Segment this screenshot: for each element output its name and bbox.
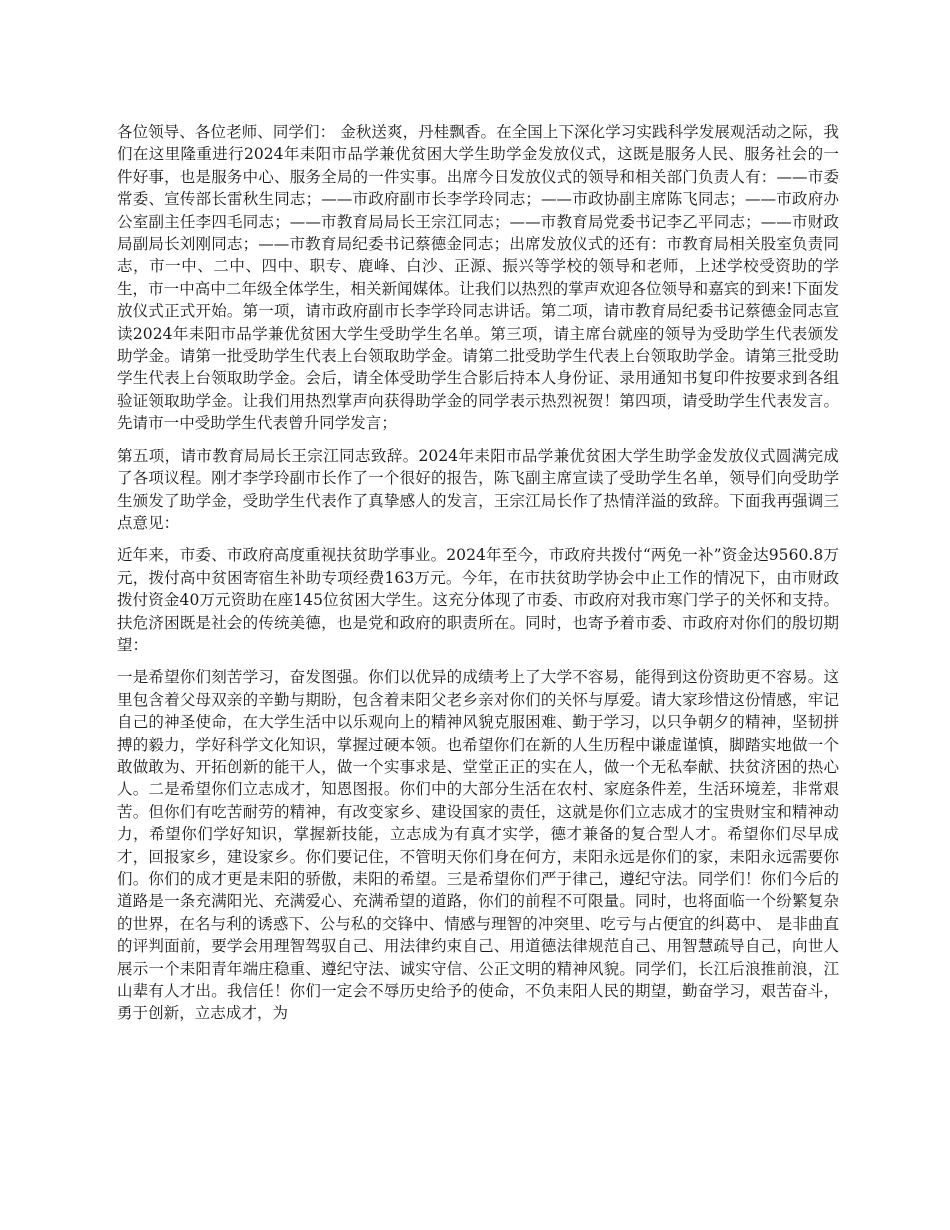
- document-body: [117, 121, 839, 1035]
- paragraph-item-five: 第五项，请市教育局局长王宗江同志致辞。2024年耒阳市品学兼优贫困大学生助学金发放仪式圆满完成了各项议程。刚才李学玲副市长作了一个很好的报告，陈飞副主席宣读了受助学生名单，领导们向受助学生颁发了助学金，受助学生代表作了真挚感人的发言，王宗江局长作了热情洋溢的致辞。下面我再强调三点意见：: [117, 446, 839, 532]
- paragraph-opening: 各位领导、各位老师、同学们： 金秋送爽，丹桂飘香。在全国上下深化学习实践科学发展观活动之际，我们在这里隆重进行2024年耒阳市品学兼优贫困大学生助学金发放仪式，这既是服务人民、服务社会的一件好事，也是服务中心、服务全局的一件实事。出席今日发放仪式的领导和相关部门负责人有：——市委常委、宣传部长雷秋生同志；——市政府副市长李学玲同志；——市政协副主席陈飞同志；——市政府办公室副主任李四毛同志；——市教育局局长王宗江同志；——市教育局党委书记李乙平同志；——市财政局副局长刘刚同志；——市教育局纪委书记蔡德金同志；出席发放仪式的还有：市教育局相关股室负责同志，市一中、二中、四中、职专、鹿峰、白沙、正源、振兴等学校的领导和老师，上述学校受资助的学生，市一中高中二年级全体学生，相关新闻媒体。让我们以热烈的掌声欢迎各位领导和嘉宾的到来!下面发放仪式正式开始。第一项，请市政府副市长李学玲同志讲话。第二项，请市教育局纪委书记蔡德金同志宣读2024年耒阳市品学兼优贫困大学生受助学生名单。第三项，请主席台就座的领导为受助学生代表颁发助学金。请第一批受助学生代表上台领取助学金。请第二批受助学生代表上台领取助学金。请第三批受助学生代表上台领取助学金。会后，请全体受助学生合影后持本人身份证、录用通知书复印件按要求到各组验证领取助学金。让我们用热烈掌声向获得助学金的同学表示热烈祝贺！第四项，请受助学生代表发言。先请市一中受助学生代表曾升同学发言；: [117, 123, 839, 433]
- paragraph-funding: 近年来，市委、市政府高度重视扶贫助学事业。2024年至今，市政府共拨付“两免一补”资金达9560.8万元，拨付高中贫困寄宿生补助专项经费163万元。今年，在市扶贫助学协会中止工作的情况下，由市财政拨付资金40万元资助在座145位贫困大学生。这充分体现了市委、市政府对我市寒门学子的关怀和支持。扶危济困既是社会的传统美德，也是党和政府的职责所在。同时，也寄予着市委、市政府对你们的殷切期望：: [117, 546, 839, 654]
- paragraph-expectations: 一是希望你们刻苦学习，奋发图强。你们以优异的成绩考上了大学不容易，能得到这份资助更不容易。这里包含着父母双亲的辛勤与期盼，包含着耒阳父老乡亲对你们的关怀与厚爱。请大家珍惜这份情感，牢记自己的神圣使命，在大学生活中以乐观向上的精神风貌克服困难、勤于学习，以只争朝夕的精神，坚韧拼搏的毅力，学好科学文化知识，掌握过硬本领。也希望你们在新的人生历程中谦虚谨慎，脚踏实地做一个敢做敢为、开拓创新的能干人，做一个实事求是、堂堂正正的实在人，做一个无私奉献、扶贫济困的热心人。二是希望你们立志成才，知恩图报。你们中的大部分生活在农村、家庭条件差，生活环境差，非常艰苦。但你们有吃苦耐劳的精神，有改变家乡、建设国家的责任，这就是你们立志成才的宝贵财宝和精神动力，希望你们学好知识，掌握新技能，立志成为有真才实学，德才兼备的复合型人才。希望你们尽早成才，回报家乡，建设家乡。你们要记住，不管明天你们身在何方，耒阳永远是你们的家，耒阳永远需要你们。你们的成才更是耒阳的骄傲，耒阳的希望。三是希望你们严于律己，遵纪守法。同学们！你们今后的道路是一条充满阳光、充满爱心、充满希望的道路，你们的前程不可限量。同时，也将面临一个纷繁复杂的世界，在名与利的诱惑下、公与私的交锋中、情感与理智的冲突里、吃亏与占便宜的纠葛中、 是非曲直的评判面前，要学会用理智驾驭自己、用法律约束自己、用道德法律规范自己、用智慧疏导自己，向世人展示一个耒阳青年端庄稳重、遵纪守法、诚实守信、公正文明的精神风貌。同学们，长江后浪推前浪，江山辈有人才出。我信任！你们一定会不辱历史给予的使命，不负耒阳人民的期望，勤奋学习，艰苦奋斗，勇于创新，立志成才，为: [117, 668, 839, 1023]
